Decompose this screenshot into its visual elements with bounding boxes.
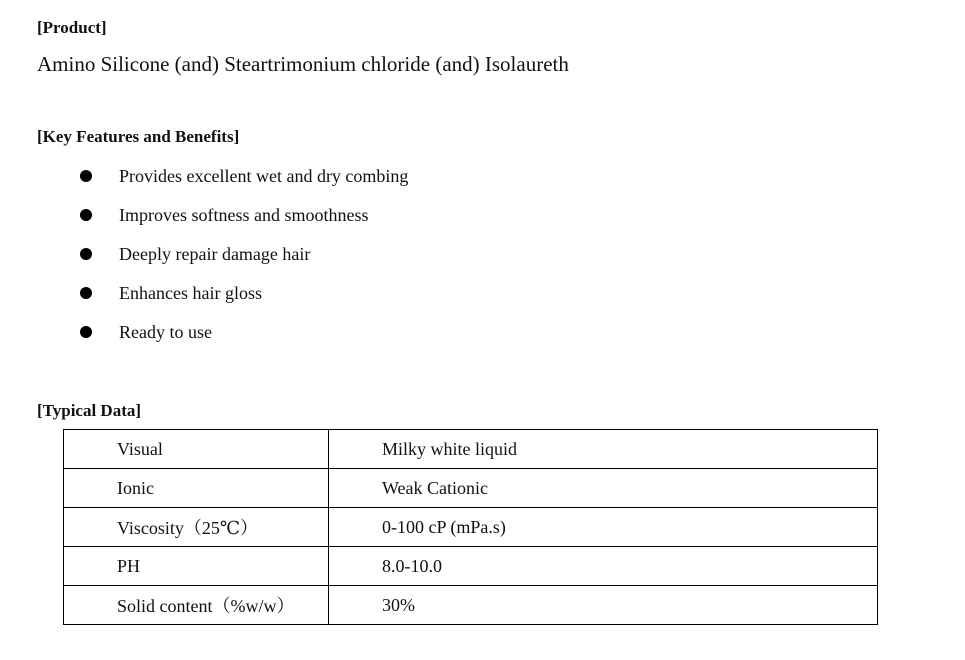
value-cell: 0-100 cP (mPa.s) bbox=[329, 508, 878, 547]
bullet-icon bbox=[80, 170, 92, 182]
value-cell: Milky white liquid bbox=[329, 430, 878, 469]
typical-data-heading: [Typical Data] bbox=[37, 401, 142, 420]
value-cell: 30% bbox=[329, 586, 878, 625]
property-cell: Ionic bbox=[64, 469, 329, 508]
feature-text: Deeply repair damage hair bbox=[119, 244, 311, 264]
property-cell: PH bbox=[64, 547, 329, 586]
table-row bbox=[64, 547, 878, 586]
product-heading: [Product] bbox=[37, 18, 107, 37]
table-row bbox=[64, 430, 878, 469]
typical-data-table bbox=[63, 429, 878, 625]
table-row bbox=[64, 469, 878, 508]
product-name: Amino Silicone (and) Steartrimonium chloride (and) Isolaureth bbox=[37, 52, 569, 76]
bullet-icon bbox=[80, 209, 92, 221]
feature-text: Provides excellent wet and dry combing bbox=[119, 166, 409, 186]
bullet-icon bbox=[80, 248, 92, 260]
feature-item bbox=[0, 281, 700, 305]
table-row bbox=[64, 586, 878, 625]
features-heading: [Key Features and Benefits] bbox=[37, 127, 240, 146]
property-cell: Solid content（%w/w） bbox=[64, 586, 329, 625]
feature-item bbox=[0, 164, 700, 188]
feature-item bbox=[0, 320, 700, 344]
feature-text: Ready to use bbox=[119, 322, 212, 342]
property-cell: Viscosity（25℃） bbox=[64, 508, 329, 547]
feature-text: Improves softness and smoothness bbox=[119, 205, 369, 225]
feature-item bbox=[0, 203, 700, 227]
property-cell: Visual bbox=[64, 430, 329, 469]
bullet-icon bbox=[80, 326, 92, 338]
bullet-icon bbox=[80, 287, 92, 299]
feature-text: Enhances hair gloss bbox=[119, 283, 262, 303]
feature-item bbox=[0, 242, 700, 266]
value-cell: 8.0-10.0 bbox=[329, 547, 878, 586]
value-cell: Weak Cationic bbox=[329, 469, 878, 508]
table-row bbox=[64, 508, 878, 547]
